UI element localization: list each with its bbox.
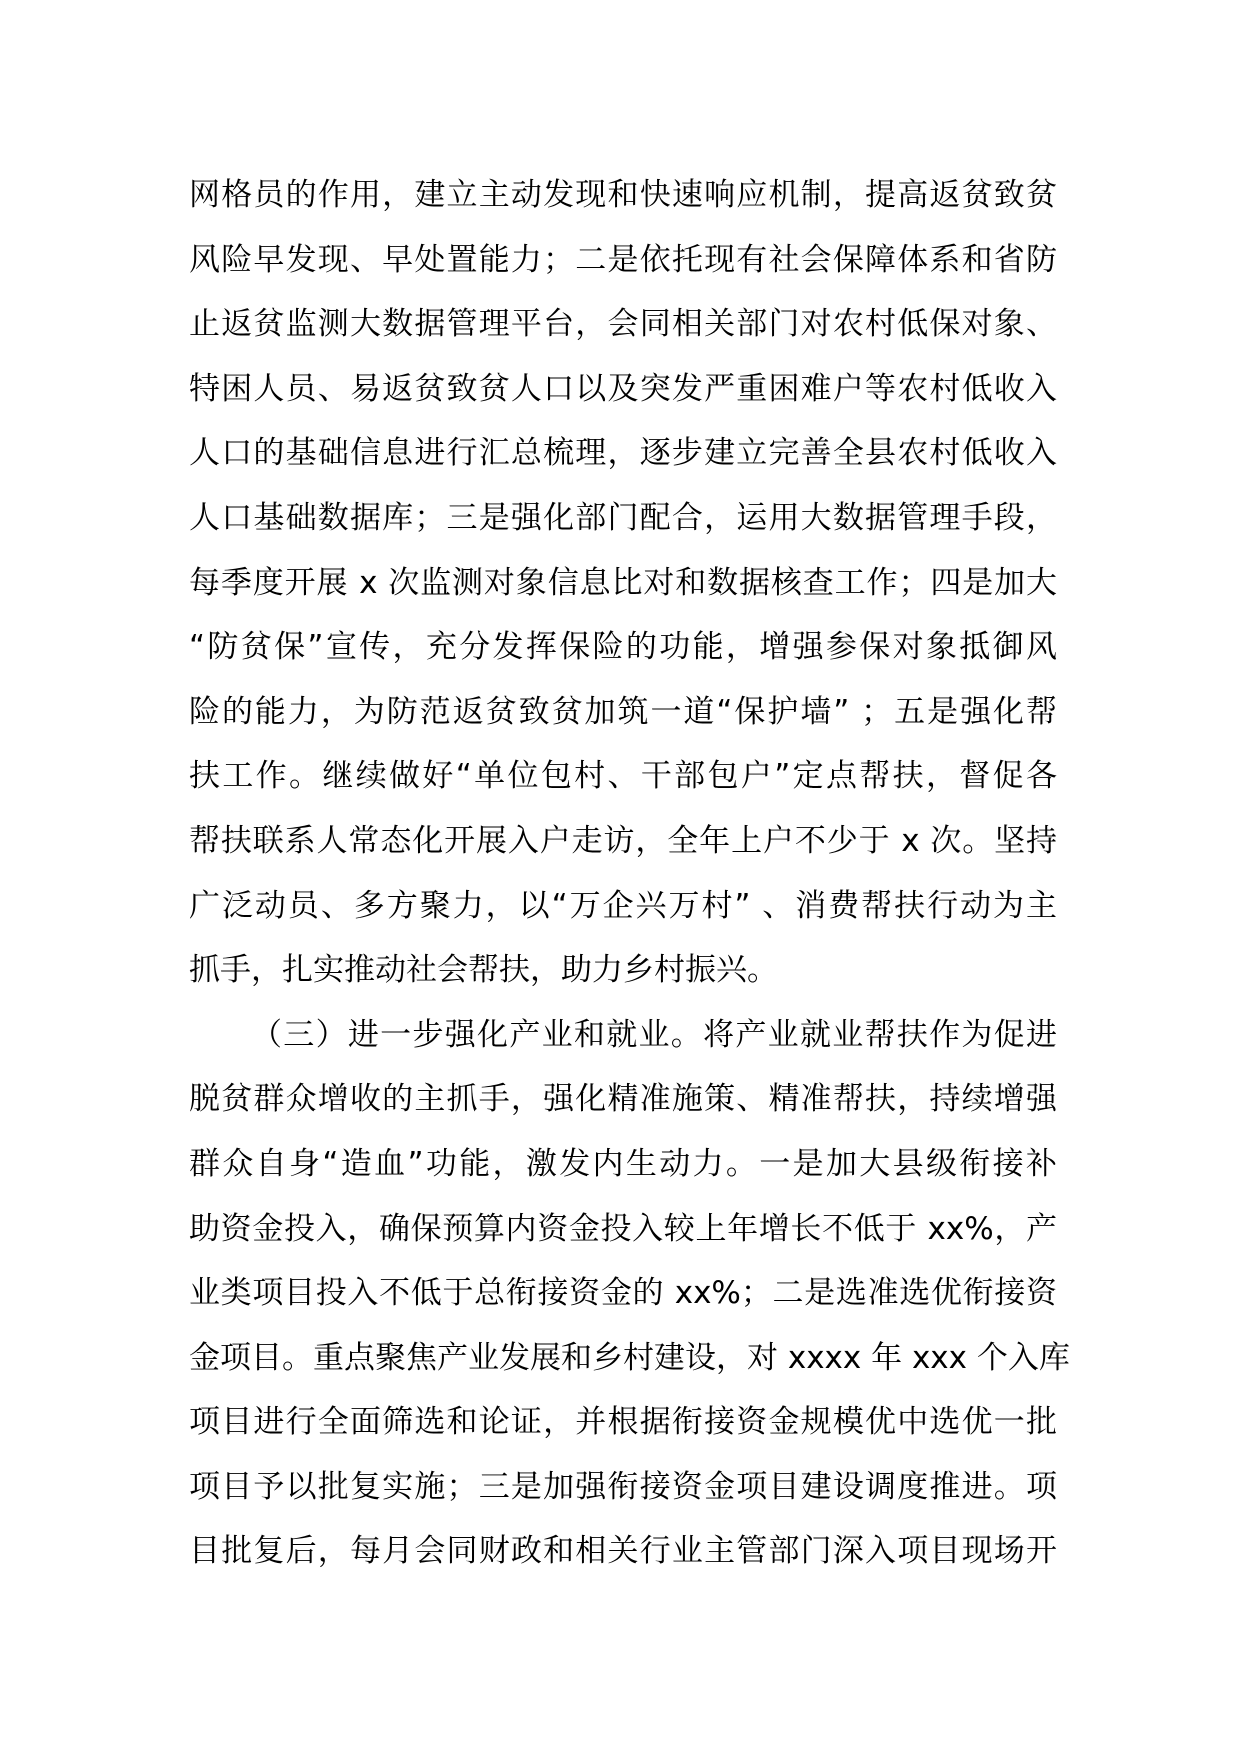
body-text [189,163,1070,1584]
text-line: 助资金投入，确保预算内资金投入较上年增长不低于 xx%，产 [189,1210,1057,1247]
text-line: 险的能力，为防范返贫致贫加筑一道“保护墙” ；五是强化帮 [189,693,1057,730]
text-line: 人口基础数据库；三是强化部门配合，运用大数据管理手段， [189,499,1057,536]
text-line: 业类项目投入不低于总衔接资金的 xx%；二是选准选优衔接资 [189,1275,1057,1312]
text-line: 网格员的作用，建立主动发现和快速响应机制，提高返贫致贫 [189,177,1057,213]
text-line: 脱贫群众增收的主抓手，强化精准施策、精准帮扶，持续增强 [189,1081,1057,1118]
text-line: 止返贫监测大数据管理平台，会同相关部门对农村低保对象、 [189,306,1057,343]
text-line: “防贫保”宣传，充分发挥保险的功能，增强参保对象抵御风 [189,629,1057,666]
text-line: 项目予以批复实施；三是加强衔接资金项目建设调度推进。项 [189,1468,1057,1505]
text-line: 目批复后，每月会同财政和相关行业主管部门深入项目现场开 [189,1533,1057,1570]
text-line: 广泛动员、多方聚力，以“万企兴万村” 、消费帮扶行动为主 [189,887,1057,924]
text-line: 项目进行全面筛选和论证，并根据衔接资金规模优中选优一批 [189,1404,1057,1441]
text-line: 扶工作。继续做好“单位包村、干部包户”定点帮扶，督促各 [189,758,1057,795]
text-line: 特困人员、易返贫致贫人口以及突发严重困难户等农村低收入 [189,370,1057,407]
text-line: 人口的基础信息进行汇总梳理，逐步建立完善全县农村低收入 [189,435,1057,472]
text-line: 风险早发现、早处置能力；二是依托现有社会保障体系和省防 [189,241,1057,278]
text-line: 帮扶联系人常态化开展入户走访，全年上户不少于 x 次。坚持 [189,822,1057,859]
text-line: 群众自身“造血”功能，激发内生动力。一是加大县级衔接补 [189,1145,1057,1182]
text-line: 每季度开展 x 次监测对象信息比对和数据核查工作；四是加大 [189,564,1057,601]
text-line: 抓手，扎实推动社会帮扶，助力乡村振兴。 [189,952,778,989]
text-line: 金项目。重点聚焦产业发展和乡村建设，对 xxxx 年 xxx 个入库 [189,1339,1070,1376]
section-heading-line: （三）进一步强化产业和就业。将产业就业帮扶作为促进 [251,1016,1057,1053]
